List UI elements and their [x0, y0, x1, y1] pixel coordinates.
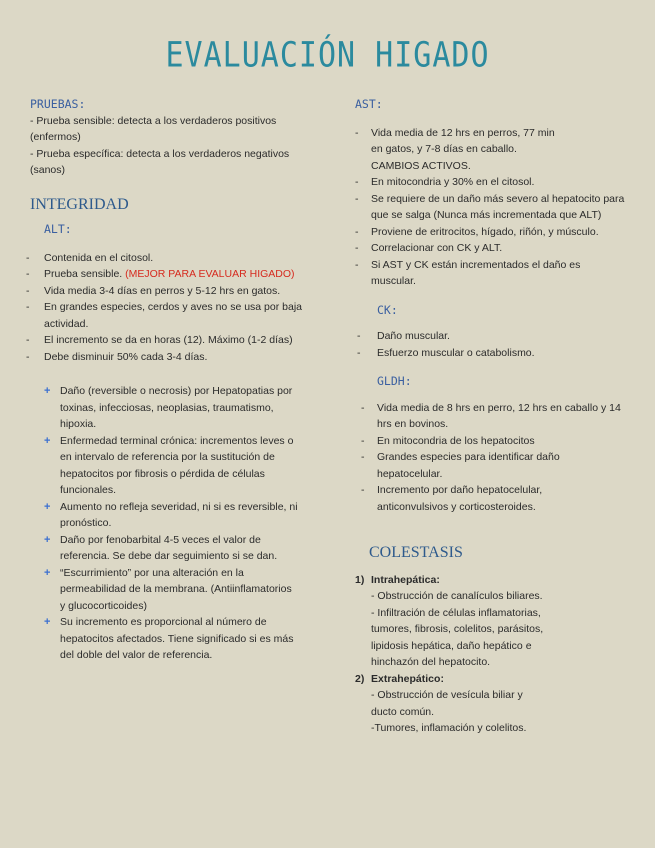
list-item: - Proviene de eritrocitos, hígado, riñón, y músculo.: [355, 224, 627, 241]
list-item: - Incremento por daño hepatocelular, anticonvulsivos y corticosteroides.: [361, 482, 577, 515]
list-item: - Si AST y CK están incrementados el daño es muscular.: [355, 257, 591, 290]
list-item: - El incremento se da en horas (12). Máximo (1-2 días): [26, 332, 305, 349]
list-item: - Contenida en el citosol.: [26, 250, 305, 267]
plus-icon: +: [44, 566, 51, 579]
colestasis-extra-line: -Tumores, inflamación y colelitos.: [371, 722, 527, 734]
list-item: - Grandes especies para identificar daño hepatocelular.: [361, 449, 567, 482]
list-item: [44, 383, 299, 433]
alt-label: ALT:: [44, 222, 72, 236]
list-item-text: Daño por fenobarbital 4-5 veces el valor de referencia. Se debe dar seguimiento si se dan.: [60, 533, 278, 562]
right-column: [355, 96, 627, 737]
list-number: 1): [355, 573, 365, 586]
list-item-text: Aumento no refleja severidad, ni si es reversible, ni pronóstico.: [60, 500, 298, 529]
plus-icon: +: [44, 533, 51, 546]
list-item: [44, 499, 299, 532]
colestasis-list: [355, 572, 565, 737]
list-item-text: Daño (reversible o necrosis) por Hepatopatias por toxinas, infecciosas, neoplasias, traumatismo, hipoxia.: [60, 385, 293, 430]
colestasis-extra-line: - Obstrucción de vesícula biliar y ducto común.: [371, 689, 523, 718]
list-item: [44, 433, 299, 499]
list-item: - Daño muscular.: [357, 328, 627, 345]
list-item-text: “Escurrimiento” por una alteración en la permeabilidad de la membrana. (Antiinflamatorios y glucocorticoides): [60, 566, 292, 612]
pruebas-especifica: - Prueba específica: detecta a los verdaderos negativos (sanos): [30, 147, 290, 176]
ast-list: [355, 125, 627, 290]
alt-details-list: [44, 383, 299, 664]
list-item: [26, 266, 305, 283]
colestasis-intra-title: Intrahepática:: [371, 573, 440, 586]
list-item: - Correlacionar con CK y ALT.: [355, 240, 627, 257]
integridad-heading: INTEGRIDAD: [30, 195, 129, 213]
ast-label: AST:: [355, 97, 383, 111]
list-item: [355, 572, 565, 671]
colestasis-heading: COLESTASIS: [369, 544, 463, 561]
gldh-list: [361, 400, 627, 516]
list-item: - Debe disminuir 50% cada 3-4 días.: [26, 349, 305, 366]
list-item: - En mitocondria y 30% en el citosol.: [355, 174, 627, 191]
list-item: [44, 565, 299, 615]
pruebas-sensible: - Prueba sensible: detecta a los verdaderos positivos (enfermos): [30, 114, 277, 143]
pruebas-label: PRUEBAS:: [30, 97, 86, 111]
list-item: - Vida media de 8 hrs en perro, 12 hrs en caballo y 14 hrs en bovinos.: [361, 400, 627, 433]
left-column: [30, 96, 305, 664]
list-item: - Se requiere de un daño más severo al hepatocito para que se salga (Nunca más incrementada que ALT): [355, 191, 627, 224]
colestasis-extra-title: Extrahepático:: [371, 672, 444, 685]
list-item: - En mitocondria de los hepatocitos: [361, 433, 627, 450]
alt-sensible-highlight: (MEJOR PARA EVALUAR HIGADO): [125, 268, 295, 280]
plus-icon: +: [44, 616, 51, 628]
plus-icon: +: [44, 385, 51, 397]
plus-icon: +: [44, 500, 51, 513]
list-item-text: Enfermedad terminal crónica: incrementos leves o en intervalo de referencia por la sustitución de hepatocitos por fibrosis o pérdida de células funcionales.: [60, 434, 294, 496]
alt-list: [26, 250, 305, 366]
list-item: - Vida media 3-4 días en perros y 5-12 hrs en gatos.: [26, 283, 305, 300]
list-number: 2): [355, 672, 365, 685]
list-item: - Vida media de 12 hrs en perros, 77 min en gatos, y 7-8 días en caballo. CAMBIOS ACTIVOS.: [355, 125, 566, 175]
list-item: [44, 532, 299, 565]
list-item-text: Su incremento es proporcional al número de hepatocitos afectados. Tiene significado si es más del doble del valor de referencia.: [60, 616, 294, 661]
list-item: [355, 671, 565, 737]
ck-label: CK:: [377, 302, 398, 317]
ck-list: [357, 328, 627, 361]
colestasis-intra-line: - Obstrucción de canalículos biliares.: [371, 590, 543, 602]
alt-sensible-text: Prueba sensible.: [44, 268, 123, 280]
gldh-label: GLDH:: [377, 374, 412, 388]
plus-icon: +: [44, 434, 51, 447]
page-title: EVALUACIÓN HIGADO: [165, 35, 490, 76]
colestasis-intra-line: - Infiltración de células inflamatorias, tumores, fibrosis, colelitos, parásitos, lipidosis hepática, daño hepático e hinchazón del hepatocito.: [371, 606, 544, 668]
list-item: - Esfuerzo muscular o catabolismo.: [357, 345, 627, 362]
list-item: - En grandes especies, cerdos y aves no se usa por baja actividad.: [26, 299, 305, 332]
list-item: [44, 614, 299, 664]
